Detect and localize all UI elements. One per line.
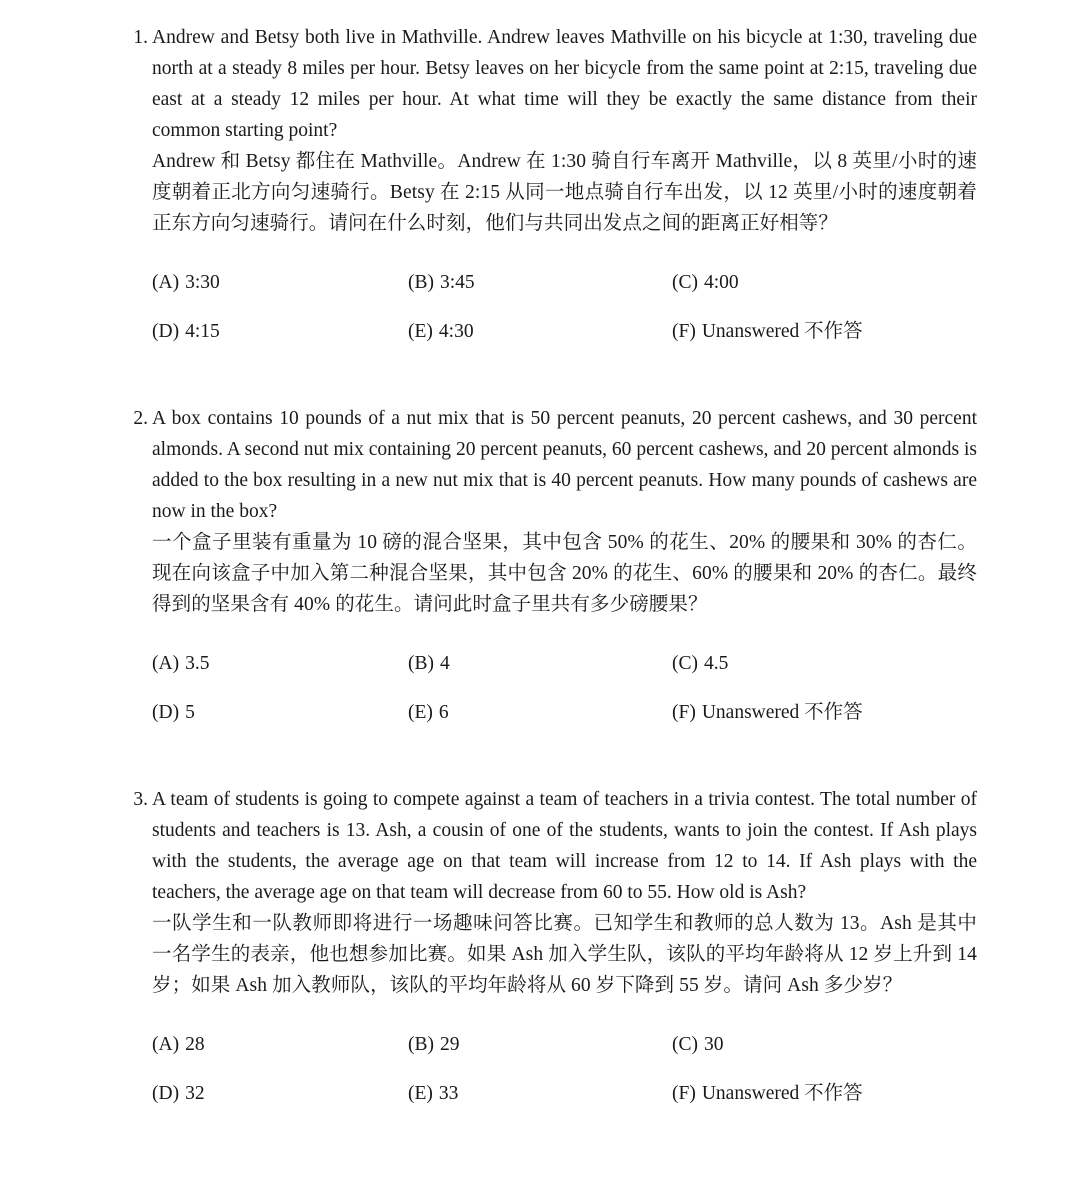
choice-row [152,1029,977,1060]
choice-label: (B) [408,653,434,674]
problem-2-number: 2. [133,408,148,429]
problem-3-statement-english: A team of students is going to compete against a team of teachers in a trivia contest. The total number of students and teachers is 13. Ash, a cousin of one of the students, wants to join the contest. If Ash plays with the students, the average age on that team will increase from 12 to 14. If Ash plays with the teachers, the average age on that team will decrease from 60 to 55. How old is Ash? [152,789,977,903]
choice-row [152,648,977,679]
choice-text: 4 [440,653,450,674]
choice-label: (E) [408,1083,433,1104]
choice-text: Unanswered 不作答 [701,702,863,723]
choice-text: 4.5 [704,653,729,674]
problem-1 [128,22,977,347]
choice-option-f[interactable] [672,697,972,728]
choice-label: (F) [672,1083,696,1104]
choice-label: (F) [672,702,696,723]
problem-2-statement-chinese: 一个盒子里装有重量为 10 磅的混合坚果，其中包含 50% 的花生、20% 的腰果和 30% 的杏仁。现在向该盒子中加入第二种混合坚果，其中包含 20% 的花生、60% 的腰果和 20% 的杏仁。最终得到的坚果含有 40% 的花生。请问此时盒子里共有多少磅腰果？ [152,532,977,615]
problem-1-statement-english: Andrew and Betsy both live in Mathville. Andrew leaves Mathville on his bicycle at 1:30, traveling due north at a steady 8 miles per hour. Betsy leaves on her bicycle from the same point at 2:15, traveling due east at a steady 12 miles per hour. At what time will they be exactly the same distance from their common starting point? [152,27,977,141]
choice-option-c[interactable] [672,1029,972,1060]
choice-text: 4:30 [438,321,474,342]
problem-3-number: 3. [133,789,148,810]
choice-text: 33 [438,1083,459,1104]
choice-option-b[interactable] [408,267,672,298]
choice-label: (C) [672,1034,698,1055]
problem-2-statement-english: A box contains 10 pounds of a nut mix that is 50 percent peanuts, 20 percent cashews, and 30 percent almonds. A second nut mix containing 20 percent peanuts, 60 percent cashews, and 20 percent almonds is added to the box resulting in a new nut mix that is 40 percent peanuts. How many pounds of cashews are now in the box? [152,408,977,522]
choice-text: 3:45 [440,272,475,293]
choice-option-d[interactable] [152,316,408,347]
choice-row [152,1078,977,1109]
choice-option-f[interactable] [672,316,972,347]
choice-text: 4:00 [704,272,739,293]
problem-1-number: 1. [133,27,148,48]
problem-3 [128,784,977,1109]
choice-label: (A) [152,653,180,674]
problem-2-choices [152,648,977,728]
choice-row [152,697,977,728]
choice-option-e[interactable] [408,316,672,347]
choice-text: 28 [185,1034,205,1055]
choice-option-f[interactable] [672,1078,972,1109]
choice-label: (F) [672,321,696,342]
choice-option-c[interactable] [672,648,972,679]
problem-3-statement-chinese: 一队学生和一队教师即将进行一场趣味问答比赛。已知学生和教师的总人数为 13。Ash 是其中一名学生的表亲，他也想参加比赛。如果 Ash 加入学生队，该队的平均年龄将从 12 岁上升到 14 岁；如果 Ash 加入教师队，该队的平均年龄将从 60 岁下降到 55 岁。请问 Ash 多少岁？ [152,913,977,996]
choice-option-e[interactable] [408,1078,672,1109]
choice-option-a[interactable] [152,1029,408,1060]
choice-label: (E) [408,321,433,342]
choice-label: (D) [152,321,180,342]
choice-label: (A) [152,272,180,293]
choice-row [152,267,977,298]
choice-label: (D) [152,702,180,723]
choice-option-b[interactable] [408,1029,672,1060]
choice-text: 6 [438,702,449,723]
choice-text: 29 [440,1034,460,1055]
choice-text: Unanswered 不作答 [701,1083,863,1104]
problem-3-choices [152,1029,977,1109]
choice-label: (B) [408,1034,434,1055]
choice-text: 3:30 [185,272,220,293]
choice-label: (C) [672,653,698,674]
choice-text: Unanswered 不作答 [701,321,863,342]
choice-option-b[interactable] [408,648,672,679]
choice-row [152,316,977,347]
choice-label: (C) [672,272,698,293]
problem-1-statement-chinese: Andrew 和 Betsy 都住在 Mathville。Andrew 在 1:30 骑自行车离开 Mathville，以 8 英里/小时的速度朝着正北方向匀速骑行。Betsy 在 2:15 从同一地点骑自行车出发，以 12 英里/小时的速度朝着正东方向匀速骑行。请问在什么时刻，他们与共同出发点之间的距离正好相等？ [152,151,977,234]
choice-text: 32 [185,1083,205,1104]
choice-option-a[interactable] [152,648,408,679]
choice-text: 3.5 [185,653,210,674]
choice-label: (E) [408,702,433,723]
choice-text: 4:15 [185,321,220,342]
choice-text: 5 [185,702,195,723]
choice-label: (A) [152,1034,180,1055]
choice-label: (B) [408,272,434,293]
problem-2 [128,403,977,728]
problem-1-choices [152,267,977,347]
choice-label: (D) [152,1083,180,1104]
choice-option-d[interactable] [152,697,408,728]
choice-option-d[interactable] [152,1078,408,1109]
choice-text: 30 [704,1034,724,1055]
choice-option-c[interactable] [672,267,972,298]
choice-option-a[interactable] [152,267,408,298]
choice-option-e[interactable] [408,697,672,728]
